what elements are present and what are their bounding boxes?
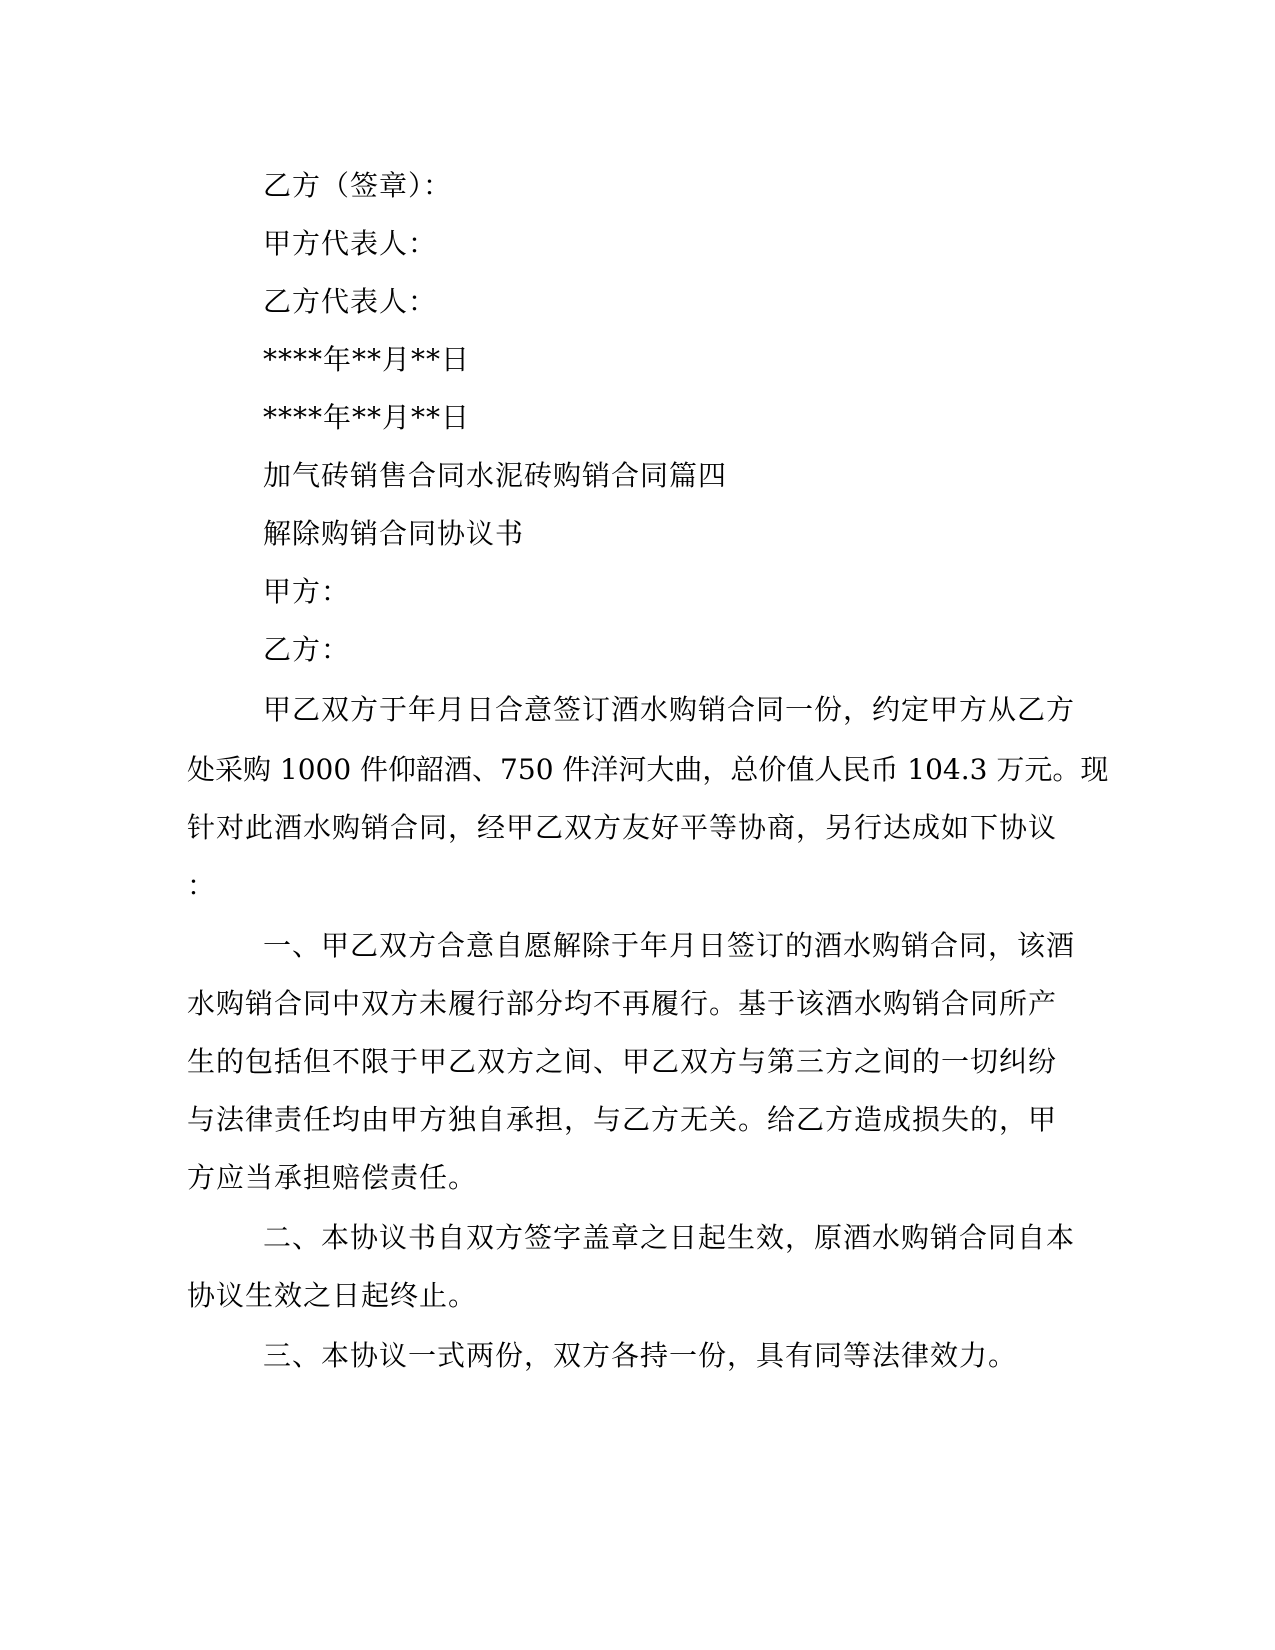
party-a-line: 甲方： [263, 575, 351, 608]
preamble-line-3: 针对此酒水购销合同，经甲乙双方友好平等协商，另行达成如下协议 [187, 811, 1058, 844]
agreement-title: 解除购销合同协议书 [263, 517, 525, 550]
clause-3-line-1: 三、本协议一式两份，双方各持一份，具有同等法律效力。 [263, 1339, 1018, 1372]
party-a-representative-line: 甲方代表人： [263, 227, 438, 260]
clause-1-line-1: 一、甲乙双方合意自愿解除于年月日签订的酒水购销合同，该酒 [263, 929, 1076, 962]
party-b-seal-line: 乙方（签章）： [263, 169, 453, 202]
party-b-line: 乙方： [263, 633, 351, 666]
preamble-line-2: 处采购 1000 件仰韶酒、750 件洋河大曲，总价值人民币 104.3 万元。现 [187, 753, 1109, 786]
date-line-1: ****年**月**日 [263, 343, 471, 376]
clause-1-line-2: 水购销合同中双方未履行部分均不再履行。基于该酒水购销合同所产 [187, 987, 1058, 1020]
preamble-line-1: 甲乙双方于年月日合意签订酒水购销合同一份，约定甲方从乙方 [263, 693, 1076, 726]
party-b-representative-line: 乙方代表人： [263, 285, 438, 318]
section-heading: 加气砖销售合同水泥砖购销合同篇四 [263, 459, 728, 492]
clause-1-line-4: 与法律责任均由甲方独自承担，与乙方无关。给乙方造成损失的，甲 [187, 1103, 1058, 1136]
clause-2-line-1: 二、本协议书自双方签字盖章之日起生效，原酒水购销合同自本 [263, 1221, 1076, 1254]
preamble-line-4: ： [187, 869, 217, 902]
clause-2-line-2: 协议生效之日起终止。 [187, 1279, 478, 1312]
clause-1-line-5: 方应当承担赔偿责任。 [187, 1161, 478, 1194]
date-line-2: ****年**月**日 [263, 401, 471, 434]
clause-1-line-3: 生的包括但不限于甲乙双方之间、甲乙双方与第三方之间的一切纠纷 [187, 1045, 1058, 1078]
